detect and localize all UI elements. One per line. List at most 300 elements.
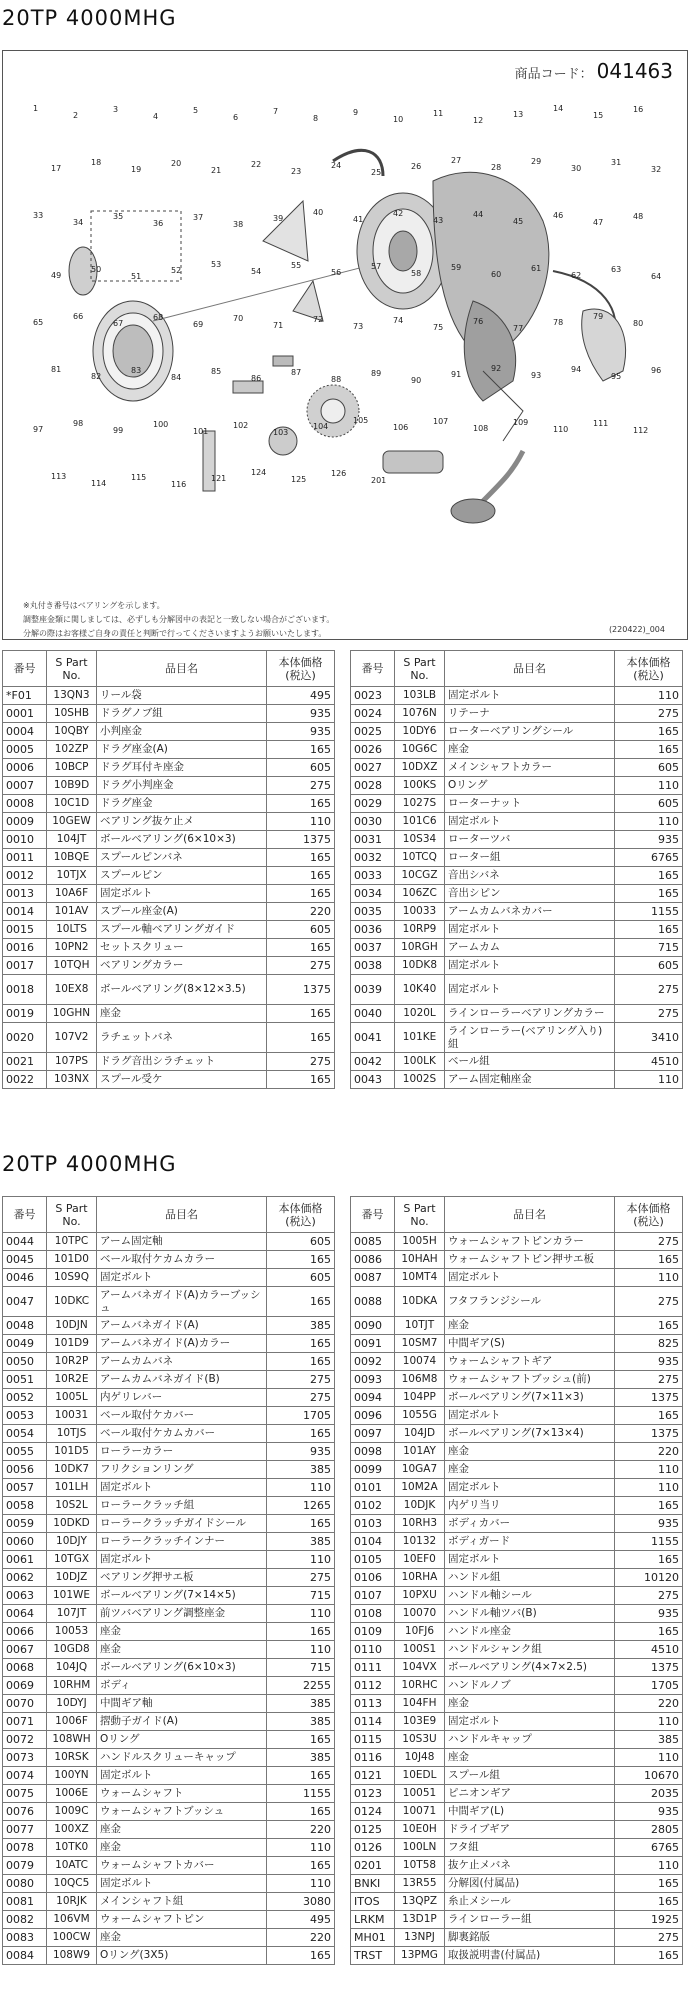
cell-part-index: 0067 [3, 1641, 47, 1659]
cell-price: 110 [267, 1551, 335, 1569]
cell-price: 275 [615, 1929, 683, 1947]
cell-part-index: 0103 [351, 1515, 395, 1533]
cell-part-index: 0098 [351, 1443, 395, 1461]
part-callout: 85 [211, 367, 222, 376]
cell-s-part-no: 10SHB [47, 705, 97, 723]
part-callout: 62 [571, 271, 582, 280]
part-callout: 69 [193, 320, 204, 329]
cell-part-index: 0026 [351, 741, 395, 759]
cell-price: 4510 [615, 1053, 683, 1071]
table-row [351, 975, 683, 1005]
cell-price: 165 [267, 1353, 335, 1371]
cell-price: 165 [267, 867, 335, 885]
cell-price: 110 [615, 1269, 683, 1287]
cell-price: 2035 [615, 1785, 683, 1803]
cell-part-name: ボールベアリング(4×7×2.5) [445, 1659, 615, 1677]
part-callout: 57 [371, 262, 382, 271]
cell-price: 165 [615, 1251, 683, 1269]
part-callout: 22 [251, 160, 262, 169]
cell-price: 110 [615, 1461, 683, 1479]
cell-part-index: 0062 [3, 1569, 47, 1587]
table-row [3, 1929, 335, 1947]
header-spart [395, 651, 445, 687]
cell-part-index: 0051 [3, 1371, 47, 1389]
cell-price: 165 [267, 1803, 335, 1821]
cell-part-index: 0023 [351, 687, 395, 705]
cell-part-name: アームバネガイド(A) [97, 1317, 267, 1335]
cell-part-index: 0048 [3, 1317, 47, 1335]
cell-s-part-no: 10DKC [47, 1287, 97, 1317]
part-callout: 201 [371, 476, 387, 485]
part-callout: 23 [291, 167, 302, 176]
table-row [351, 903, 683, 921]
cell-s-part-no: 10DJK [395, 1497, 445, 1515]
cell-part-index: 0025 [351, 723, 395, 741]
cell-price: 165 [267, 1071, 335, 1089]
part-callout: 98 [73, 419, 84, 428]
cell-s-part-no: 101AV [47, 903, 97, 921]
table-row [351, 831, 683, 849]
cell-part-name: ハンドル座金 [445, 1623, 615, 1641]
header-spart-line2: No. [62, 1214, 81, 1228]
table-row [3, 813, 335, 831]
part-callout: 84 [171, 373, 182, 382]
header-no: 番号 [3, 1197, 47, 1233]
cell-part-name: ハンドル組 [445, 1569, 615, 1587]
cell-part-index: 0069 [3, 1677, 47, 1695]
cell-s-part-no: 100S1 [395, 1641, 445, 1659]
cell-s-part-no: 10S2L [47, 1497, 97, 1515]
header-spart-line1: S Part [55, 655, 88, 669]
cell-price: 715 [615, 939, 683, 957]
cell-part-index: 0037 [351, 939, 395, 957]
part-callout: 27 [451, 156, 462, 165]
cell-price: 275 [615, 1371, 683, 1389]
cell-part-name: ハンドル軸ツバ(B) [445, 1605, 615, 1623]
cell-s-part-no: 108W9 [47, 1947, 97, 1965]
table-row [3, 867, 335, 885]
cell-part-name: 固定ボルト [445, 813, 615, 831]
cell-part-index: 0094 [351, 1389, 395, 1407]
part-callout: 15 [593, 111, 604, 120]
part-callout: 36 [153, 219, 164, 228]
cell-price: 165 [615, 1407, 683, 1425]
part-callout: 47 [593, 218, 604, 227]
part-callout: 87 [291, 368, 302, 377]
cell-s-part-no: 107V2 [47, 1023, 97, 1053]
header-name: 品目名 [97, 1197, 267, 1233]
table-row [3, 1641, 335, 1659]
cell-part-name: ローター組 [445, 849, 615, 867]
cell-price: 165 [615, 1893, 683, 1911]
cell-part-index: 0061 [3, 1551, 47, 1569]
table-row [351, 1677, 683, 1695]
cell-part-index: *F01 [3, 687, 47, 705]
part-callout: 94 [571, 365, 582, 374]
cell-part-name: ハンドルスクリューキャップ [97, 1749, 267, 1767]
cell-s-part-no: 10CGZ [395, 867, 445, 885]
cell-price: 110 [267, 1605, 335, 1623]
table-row [351, 921, 683, 939]
cell-s-part-no: 10PN2 [47, 939, 97, 957]
cell-part-index: 0072 [3, 1731, 47, 1749]
part-callout: 91 [451, 370, 462, 379]
part-callout: 70 [233, 314, 244, 323]
cell-part-name: 固定ボルト [97, 1875, 267, 1893]
cell-price: 110 [267, 1839, 335, 1857]
part-callout: 30 [571, 164, 582, 173]
cell-price: 605 [267, 1233, 335, 1251]
cell-s-part-no: 103LB [395, 687, 445, 705]
header-price [267, 651, 335, 687]
cell-part-index: 0073 [3, 1749, 47, 1767]
part-callout: 45 [513, 217, 524, 226]
table-row [351, 1821, 683, 1839]
cell-price: 2255 [267, 1677, 335, 1695]
part-callout: 58 [411, 269, 422, 278]
cell-part-name: ドラグ座金 [97, 795, 267, 813]
cell-part-name: ピニオンギア [445, 1785, 615, 1803]
table-row [3, 1005, 335, 1023]
cell-part-name: ローターツバ [445, 831, 615, 849]
cell-price: 165 [615, 1875, 683, 1893]
table-row [3, 1695, 335, 1713]
cell-part-index: 0075 [3, 1785, 47, 1803]
table-row [351, 939, 683, 957]
cell-price: 4510 [615, 1641, 683, 1659]
table-row [351, 1515, 683, 1533]
table-row [3, 1821, 335, 1839]
part-callout: 121 [211, 474, 227, 483]
cell-part-name: 座金 [445, 741, 615, 759]
table-row [3, 1425, 335, 1443]
cell-s-part-no: 101AY [395, 1443, 445, 1461]
part-callout: 81 [51, 365, 62, 374]
cell-s-part-no: 10RHC [395, 1677, 445, 1695]
part-callout: 75 [433, 323, 444, 332]
part-callout: 65 [33, 318, 44, 327]
table-row [3, 1515, 335, 1533]
cell-price: 935 [267, 723, 335, 741]
cell-s-part-no: 100YN [47, 1767, 97, 1785]
cell-part-index: 0124 [351, 1803, 395, 1821]
cell-s-part-no: 10T58 [395, 1857, 445, 1875]
table-row [3, 1767, 335, 1785]
cell-price: 165 [615, 1497, 683, 1515]
cell-part-name: ローターベアリングシール [445, 723, 615, 741]
cell-s-part-no: 10DJZ [47, 1569, 97, 1587]
part-callout: 93 [531, 371, 542, 380]
part-callout: 42 [393, 209, 404, 218]
cell-part-name: ハンドルキャップ [445, 1731, 615, 1749]
diagram-notes [23, 599, 334, 640]
cell-s-part-no: 10TPC [47, 1233, 97, 1251]
cell-part-name: ボールベアリング(7×14×5) [97, 1587, 267, 1605]
cell-s-part-no: 10K40 [395, 975, 445, 1005]
cell-price: 715 [267, 1587, 335, 1605]
part-callout: 11 [433, 109, 444, 118]
table-row [351, 957, 683, 975]
cell-price: 165 [615, 921, 683, 939]
cell-s-part-no: 10GHN [47, 1005, 97, 1023]
table-row [351, 1371, 683, 1389]
header-no: 番号 [351, 1197, 395, 1233]
table-row [351, 795, 683, 813]
cell-part-name: ウォームシャフトピンカラー [445, 1233, 615, 1251]
cell-part-name: ボールベアリング(7×11×3) [445, 1389, 615, 1407]
cell-part-name: スプール組 [445, 1767, 615, 1785]
part-callout: 21 [211, 166, 222, 175]
table-row [3, 939, 335, 957]
table-row [351, 1947, 683, 1965]
table-row [3, 1317, 335, 1335]
table-row [3, 1659, 335, 1677]
cell-s-part-no: 13QN3 [47, 687, 97, 705]
table-row [351, 1407, 683, 1425]
cell-part-index: 0077 [3, 1821, 47, 1839]
cell-part-index: 0114 [351, 1713, 395, 1731]
cell-part-index: 0106 [351, 1569, 395, 1587]
cell-part-name: アームバネガイド(A)カラー [97, 1335, 267, 1353]
header-price-line1: 本体価格 [626, 1201, 671, 1215]
cell-price: 220 [615, 1443, 683, 1461]
part-callout: 31 [611, 158, 622, 167]
cell-s-part-no: 10S9Q [47, 1269, 97, 1287]
table-row [3, 1911, 335, 1929]
cell-price: 605 [267, 759, 335, 777]
cell-s-part-no: 1005L [47, 1389, 97, 1407]
table-row [351, 1803, 683, 1821]
cell-part-index: 0070 [3, 1695, 47, 1713]
part-callout: 4 [153, 112, 159, 121]
cell-part-index: 0012 [3, 867, 47, 885]
cell-s-part-no: 10TJT [395, 1317, 445, 1335]
part-callout: 14 [553, 104, 564, 113]
cell-part-name: 脚裏銘版 [445, 1929, 615, 1947]
cell-price: 1705 [615, 1677, 683, 1695]
part-callout: 18 [91, 158, 102, 167]
cell-s-part-no: 10G6C [395, 741, 445, 759]
cell-part-name: ボールベアリング(6×10×3) [97, 1659, 267, 1677]
cell-part-index: 0060 [3, 1533, 47, 1551]
header-name: 品目名 [445, 1197, 615, 1233]
cell-part-name: セットスクリュー [97, 939, 267, 957]
part-callout: 109 [513, 418, 529, 427]
cell-price: 110 [615, 777, 683, 795]
part-callout: 52 [171, 266, 182, 275]
cell-s-part-no: 10RSK [47, 1749, 97, 1767]
cell-part-name: ドライブギア [445, 1821, 615, 1839]
part-callout: 48 [633, 212, 644, 221]
table-row [3, 1407, 335, 1425]
cell-part-name: 中間ギア(L) [445, 1803, 615, 1821]
cell-price: 165 [267, 741, 335, 759]
part-callout: 83 [131, 366, 142, 375]
cell-part-index: 0027 [351, 759, 395, 777]
cell-s-part-no: 10RJK [47, 1893, 97, 1911]
part-callout: 29 [531, 157, 542, 166]
cell-part-index: 0031 [351, 831, 395, 849]
cell-s-part-no: 10EDL [395, 1767, 445, 1785]
table-row [351, 1287, 683, 1317]
part-callout: 71 [273, 321, 284, 330]
part-callout: 113 [51, 472, 67, 481]
cell-s-part-no: 13D1P [395, 1911, 445, 1929]
cell-part-name: ローラークラッチ組 [97, 1497, 267, 1515]
cell-s-part-no: 10TCQ [395, 849, 445, 867]
cell-part-index: 0110 [351, 1641, 395, 1659]
cell-part-name: スプールピンバネ [97, 849, 267, 867]
cell-part-name: メインシャフト組 [97, 1893, 267, 1911]
part-callout: 7 [273, 107, 279, 116]
cell-part-index: 0041 [351, 1023, 395, 1053]
part-callout: 77 [513, 324, 524, 333]
cell-part-name: ベアリング抜ケ止メ [97, 813, 267, 831]
table-row [3, 1287, 335, 1317]
table-row [3, 1587, 335, 1605]
table-row [351, 885, 683, 903]
cell-price: 385 [267, 1713, 335, 1731]
cell-part-name: 座金 [97, 1641, 267, 1659]
cell-part-name: スプールピン [97, 867, 267, 885]
cell-part-index: 0088 [351, 1287, 395, 1317]
cell-price: 165 [267, 939, 335, 957]
cell-part-index: 0068 [3, 1659, 47, 1677]
part-callout: 1 [33, 104, 39, 113]
table-row [351, 1893, 683, 1911]
table-row [351, 1587, 683, 1605]
part-callout: 80 [633, 319, 644, 328]
cell-price: 6765 [615, 1839, 683, 1857]
cell-part-name: フタ組 [445, 1839, 615, 1857]
cell-part-index: 0125 [351, 1821, 395, 1839]
cell-s-part-no: 1027S [395, 795, 445, 813]
cell-part-name: アームカム [445, 939, 615, 957]
cell-s-part-no: 101D9 [47, 1335, 97, 1353]
cell-s-part-no: 10DK8 [395, 957, 445, 975]
cell-part-index: 0085 [351, 1233, 395, 1251]
cell-price: 385 [267, 1317, 335, 1335]
cell-price: 165 [267, 1857, 335, 1875]
cell-part-index: 0020 [3, 1023, 47, 1053]
table-row [351, 1071, 683, 1089]
cell-price: 1375 [267, 831, 335, 849]
cell-price: 385 [267, 1533, 335, 1551]
cell-s-part-no: 101LH [47, 1479, 97, 1497]
cell-part-name: アームカムバネカバー [445, 903, 615, 921]
cell-s-part-no: 10053 [47, 1623, 97, 1641]
cell-s-part-no: 10RGH [395, 939, 445, 957]
cell-price: 110 [267, 1875, 335, 1893]
cell-price: 275 [267, 1569, 335, 1587]
cell-price: 110 [615, 1071, 683, 1089]
cell-s-part-no: 104PP [395, 1389, 445, 1407]
table-row [3, 795, 335, 813]
part-callout: 115 [131, 473, 147, 482]
cell-price: 165 [615, 885, 683, 903]
cell-part-name: ベール組 [445, 1053, 615, 1071]
cell-s-part-no: 10BQE [47, 849, 97, 867]
cell-s-part-no: 10033 [395, 903, 445, 921]
cell-part-index: 0001 [3, 705, 47, 723]
cell-part-name: 座金 [97, 1623, 267, 1641]
table-row [3, 1335, 335, 1353]
table-row [351, 1623, 683, 1641]
cell-price: 1375 [267, 975, 335, 1005]
table-row [3, 1947, 335, 1965]
cell-part-name: 固定ボルト [445, 687, 615, 705]
cell-part-name: 摺動子ガイド(A) [97, 1713, 267, 1731]
part-callout: 114 [91, 479, 107, 488]
cell-price: 1155 [615, 1533, 683, 1551]
product-code [515, 59, 673, 83]
table-row [3, 1857, 335, 1875]
cell-price: 605 [267, 921, 335, 939]
cell-part-name: スプール受ケ [97, 1071, 267, 1089]
parts-table [350, 1196, 683, 1965]
cell-s-part-no: 104FH [395, 1695, 445, 1713]
cell-part-name: ウォームシャフトブッシュ [97, 1803, 267, 1821]
cell-part-index: 0093 [351, 1371, 395, 1389]
cell-part-index: 0090 [351, 1317, 395, 1335]
cell-part-index: 0201 [351, 1857, 395, 1875]
cell-s-part-no: 10ATC [47, 1857, 97, 1875]
table-row [351, 1551, 683, 1569]
table-row [351, 1929, 683, 1947]
cell-part-index: 0101 [351, 1479, 395, 1497]
cell-part-name: 取扱説明書(付属品) [445, 1947, 615, 1965]
cell-part-index: 0053 [3, 1407, 47, 1425]
cell-part-index: 0030 [351, 813, 395, 831]
cell-price: 1265 [267, 1497, 335, 1515]
cell-s-part-no: 10LTS [47, 921, 97, 939]
cell-s-part-no: 1005H [395, 1233, 445, 1251]
table-row [3, 1233, 335, 1251]
cell-price: 165 [267, 1335, 335, 1353]
cell-price: 935 [615, 1353, 683, 1371]
table-header [3, 1197, 335, 1233]
cell-part-index: 0042 [351, 1053, 395, 1071]
cell-part-name: ラインローラー(ベアリング入り)組 [445, 1023, 615, 1053]
cell-part-name: アームカムバネガイド(B) [97, 1371, 267, 1389]
cell-s-part-no: 10QBY [47, 723, 97, 741]
table-row [351, 687, 683, 705]
table-row [351, 1461, 683, 1479]
cell-part-index: 0081 [3, 1893, 47, 1911]
part-callout: 20 [171, 159, 182, 168]
cell-part-name: ベール取付ケカムカラー [97, 1251, 267, 1269]
cell-s-part-no: 10R2E [47, 1371, 97, 1389]
table-row [3, 759, 335, 777]
part-callout: 106 [393, 423, 409, 432]
part-callout: 102 [233, 421, 249, 430]
part-callout: 82 [91, 372, 102, 381]
cell-price: 605 [615, 957, 683, 975]
table-row [351, 1875, 683, 1893]
cell-s-part-no: 104VX [395, 1659, 445, 1677]
cell-part-name: ベアリング押サエ板 [97, 1569, 267, 1587]
cell-part-index: 0109 [351, 1623, 395, 1641]
cell-price: 275 [615, 705, 683, 723]
cell-part-index: 0006 [3, 759, 47, 777]
header-price [267, 1197, 335, 1233]
part-callout: 105 [353, 416, 369, 425]
header-spart [47, 651, 97, 687]
cell-s-part-no: 10DXZ [395, 759, 445, 777]
cell-s-part-no: 10TQH [47, 957, 97, 975]
cell-s-part-no: 13QPZ [395, 1893, 445, 1911]
cell-part-index: 0039 [351, 975, 395, 1005]
